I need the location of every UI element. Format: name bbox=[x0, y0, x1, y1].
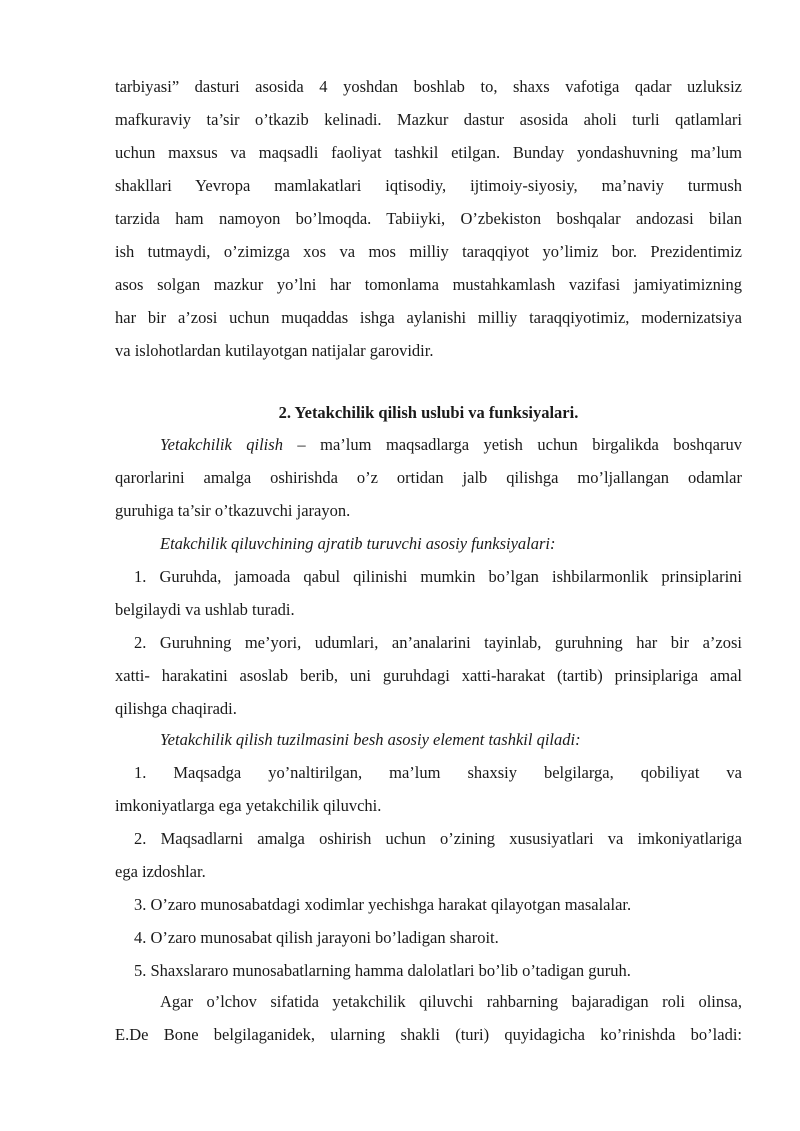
paragraph-line: va islohotlardan kutilayotgan natijalar garovidir. bbox=[115, 341, 434, 360]
paragraph-line: har bir a’zosi uchun muqaddas ishga aylanishi milliy taraqqiyotimiz, modernizatsiya bbox=[115, 308, 742, 327]
section-heading: 2. Yetakchilik qilish uslubi va funksiyalari. bbox=[278, 403, 579, 422]
definition-line: guruhiga ta’sir o’tkazuvchi jarayon. bbox=[115, 501, 351, 520]
paragraph-line: tarzida ham namoyon bo’lmoqda. Tabiiyki, O’zbekiston boshqalar andozasi bilan bbox=[115, 209, 742, 228]
intro-paragraph bbox=[115, 70, 742, 367]
functions-section bbox=[115, 527, 742, 725]
element-item-line: 2. Maqsadlarni amalga oshirish uchun o’zining xususiyatlari va imkoniyatlariga bbox=[134, 829, 742, 848]
functions-title: Etakchilik qiluvchining ajratib turuvchi asosiy funksiyalari: bbox=[160, 534, 556, 553]
final-line: E.De Bone belgilaganidek, ularning shakli (turi) quyidagicha ko’rinishda bo’ladi: bbox=[115, 1025, 742, 1044]
elements-title: Yetakchilik qilish tuzilmasini besh asosiy element tashkil qiladi: bbox=[160, 730, 581, 749]
element-item-line: 1. Maqsadga yo’naltirilgan, ma’lum shaxsiy belgilarga, qobiliyat va bbox=[134, 763, 742, 782]
function-item-line: xatti- harakatini asoslab berib, uni guruhdagi xatti-harakat (tartib) prinsiplariga amal bbox=[115, 666, 742, 685]
definition-paragraph bbox=[115, 428, 742, 527]
final-line: Agar o’lchov sifatida yetakchilik qiluvchi rahbarning bajaradigan roli olinsa, bbox=[160, 992, 742, 1011]
paragraph-line: ish tutmaydi, o’zimizga xos va mos milliy taraqqiyot yo’limiz bor. Prezidentimiz bbox=[115, 242, 742, 261]
definition-text: – ma’lum maqsadlarga yetish uchun birgalikda boshqaruv bbox=[282, 435, 742, 454]
paragraph-line: tarbiyasi” dasturi asosida 4 yoshdan boshlab to, shaxs vafotiga qadar uzluksiz bbox=[115, 77, 742, 96]
element-item-line: ega izdoshlar. bbox=[115, 862, 206, 881]
definition-line bbox=[115, 428, 742, 461]
paragraph-line: uchun maxsus va maqsadli faoliyat tashkil etilgan. Bunday yondashuvning ma’lum bbox=[115, 143, 742, 162]
function-item-line: qilishga chaqiradi. bbox=[115, 699, 237, 718]
paragraph-line: mafkuraviy ta’sir o’tkazib kelinadi. Mazkur dastur asosida aholi turli qatlamlari bbox=[115, 110, 742, 129]
element-item-line: 4. O’zaro munosabat qilish jarayoni bo’ladigan sharoit. bbox=[134, 928, 499, 947]
final-paragraph bbox=[115, 985, 742, 1051]
definition-line: qarorlarini amalga oshirishda o’z ortidan jalb qilishga mo’ljallangan odamlar bbox=[115, 468, 742, 487]
paragraph-line: asos solgan mazkur yo’lni har tomonlama mustahkamlash vazifasi jamiyatimizning bbox=[115, 275, 742, 294]
element-item-line: 3. O’zaro munosabatdagi xodimlar yechishga harakat qilayotgan masalalar. bbox=[134, 895, 632, 914]
function-item-line: 2. Guruhning me’yori, udumlari, an’analarini tayinlab, guruhning har bir a’zosi bbox=[134, 633, 742, 652]
element-item-line: 5. Shaxslararo munosabatlarning hamma dalolatlari bo’lib o’tadigan guruh. bbox=[134, 961, 631, 980]
definition-term: Yetakchilik qilish bbox=[160, 435, 283, 454]
function-item-line: belgilaydi va ushlab turadi. bbox=[115, 600, 295, 619]
element-item-line: imkoniyatlarga ega yetakchilik qiluvchi. bbox=[115, 796, 382, 815]
function-item-line: 1. Guruhda, jamoada qabul qilinishi mumkin bo’lgan ishbilarmonlik prinsiplarini bbox=[134, 567, 742, 586]
paragraph-line: shakllari Yevropa mamlakatlari iqtisodiy, ijtimoiy-siyosiy, ma’naviy turmush bbox=[115, 176, 742, 195]
elements-section bbox=[115, 723, 742, 987]
